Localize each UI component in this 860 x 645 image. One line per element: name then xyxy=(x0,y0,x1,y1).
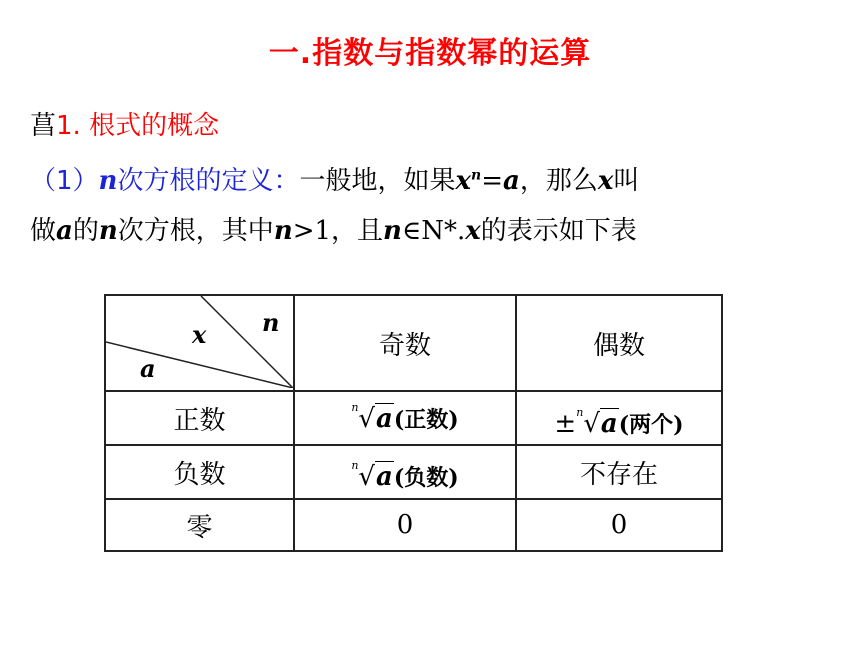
bullet-icon: 菖 xyxy=(30,111,57,141)
row-label: 正数 xyxy=(105,391,294,445)
odd-cell xyxy=(294,391,516,445)
col-header-even: 偶数 xyxy=(516,295,722,391)
cell-note: (正数) xyxy=(393,406,459,433)
var-n: n xyxy=(383,216,402,246)
corner-cell xyxy=(105,295,294,391)
var-x: x xyxy=(455,166,471,196)
var-a: a xyxy=(502,166,520,196)
definition-text: 的 xyxy=(72,216,99,246)
cell-note: (负数) xyxy=(393,464,459,491)
corner-label-x: x xyxy=(192,320,207,349)
root-index: n xyxy=(351,458,359,472)
odd-cell xyxy=(294,445,516,499)
radicand: a xyxy=(375,403,393,434)
root-index: n xyxy=(576,405,584,419)
definition-text: 的表示如下表 xyxy=(480,216,637,246)
definition-line-1 xyxy=(30,160,639,197)
plus-minus-sign: ± xyxy=(554,408,577,439)
root-sign-icon: √ xyxy=(358,461,375,492)
root-sign-icon: √ xyxy=(358,403,375,434)
definition-text: >1，且 xyxy=(292,216,384,246)
var-a: a xyxy=(56,216,73,246)
cell-note: (两个) xyxy=(618,411,684,438)
part-label: （1） xyxy=(30,166,99,196)
definition-label: 次方根的定义： xyxy=(117,166,300,196)
definition-text: ，那么 xyxy=(519,166,598,196)
table-header-row xyxy=(105,295,722,391)
row-label: 负数 xyxy=(105,445,294,499)
var-x: x xyxy=(597,166,614,196)
even-cell xyxy=(516,391,722,445)
radical-table xyxy=(104,294,723,552)
radicand: a xyxy=(600,408,618,439)
corner-label-a: a xyxy=(140,354,156,383)
slide-title: 一.指数与指数幂的运算 xyxy=(268,36,592,71)
var-x: x xyxy=(465,216,481,246)
radical-expression xyxy=(351,400,394,434)
definition-text: 次方根，其中 xyxy=(117,216,274,246)
definition-text: 做 xyxy=(30,216,57,246)
section-heading xyxy=(30,105,219,142)
definition-text: ∈N*. xyxy=(401,216,466,246)
definition-line-2 xyxy=(30,210,637,247)
even-cell: 不存在 xyxy=(516,445,722,499)
col-header-odd: 奇数 xyxy=(294,295,516,391)
var-n: n xyxy=(273,216,293,246)
corner-label-n: n xyxy=(262,308,280,337)
var-n: n xyxy=(98,216,118,246)
equals-sign: = xyxy=(481,166,503,196)
row-label: 零 xyxy=(105,499,294,551)
definition-text: 叫 xyxy=(613,166,640,196)
even-cell: 0 xyxy=(516,499,722,551)
radical-expression xyxy=(351,458,394,492)
section-heading-text: 1. 根式的概念 xyxy=(56,111,220,141)
radical-expression xyxy=(576,405,619,439)
radicand: a xyxy=(375,461,393,492)
table-row xyxy=(105,499,722,551)
root-index: n xyxy=(351,400,359,414)
table-row xyxy=(105,391,722,445)
table-row xyxy=(105,445,722,499)
exponent-n: n xyxy=(471,167,482,184)
definition-text: 一般地，如果 xyxy=(299,166,456,196)
var-n: n xyxy=(98,166,118,196)
root-sign-icon: √ xyxy=(583,408,600,439)
odd-cell: 0 xyxy=(294,499,516,551)
